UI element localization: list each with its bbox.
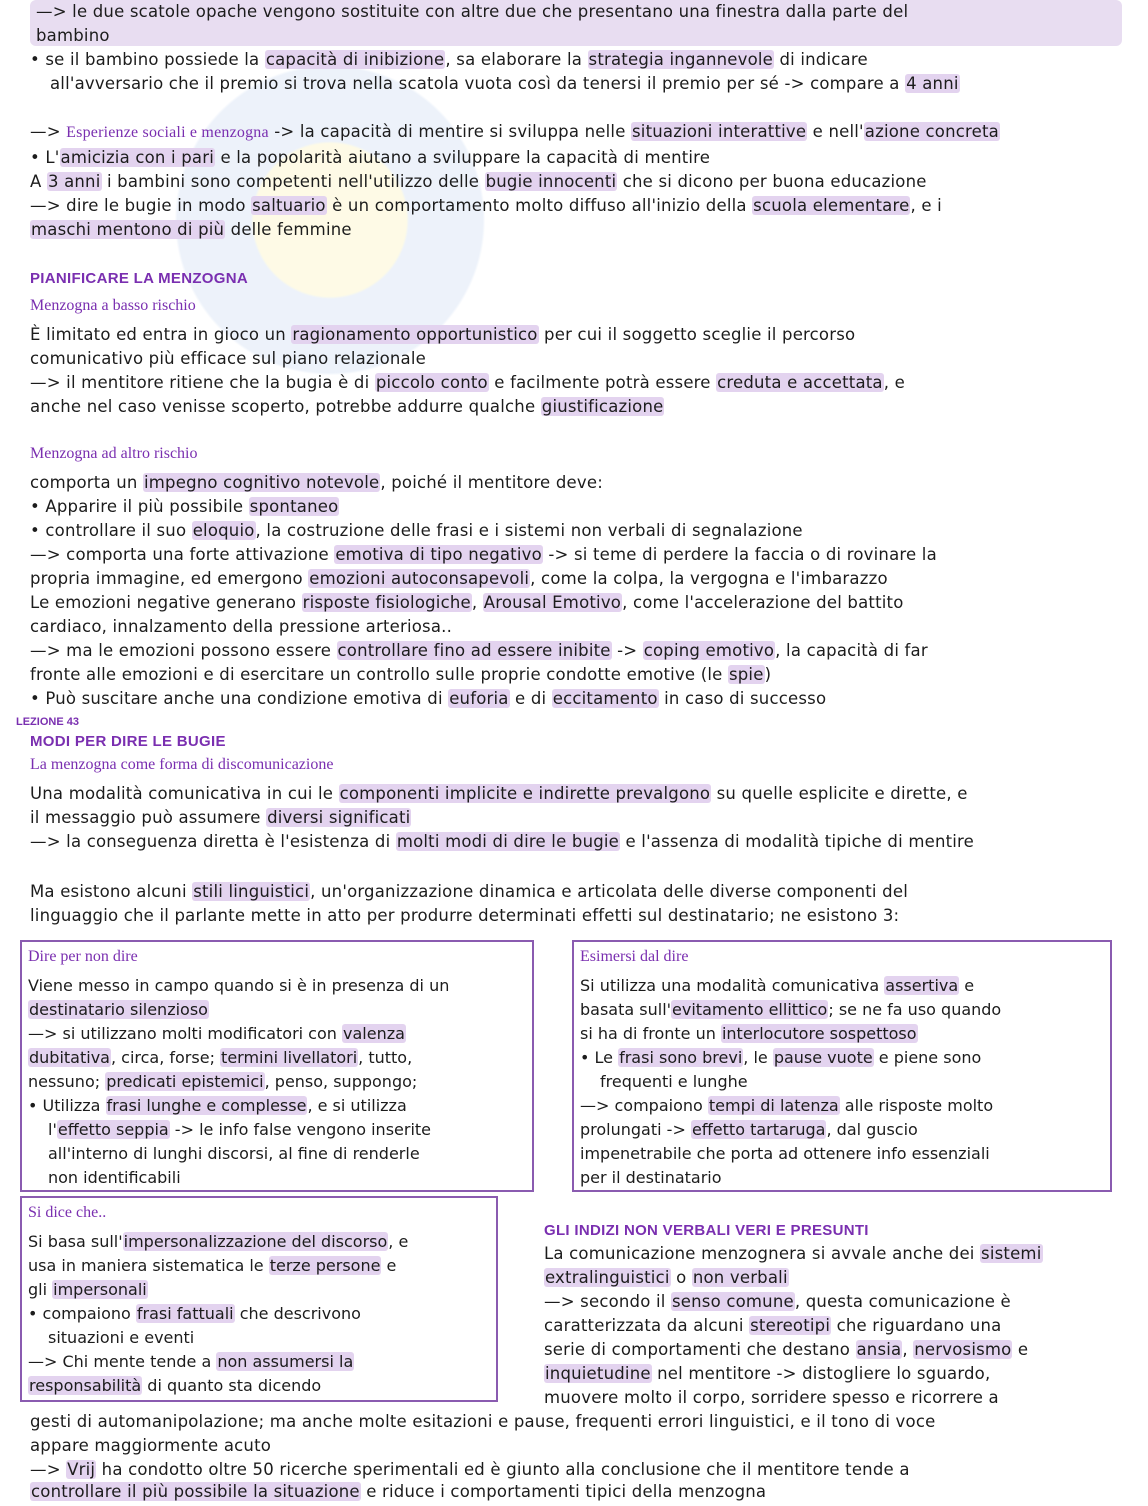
intro-line-4: all'avversario che il premio si trova nella scatola vuota così da tenersi il premio per sé -> compare a 4 anni [50,74,959,93]
high-risk-title: Menzogna ad altro rischio [30,445,198,462]
box2-line-4: • Le frasi sono brevi, le pause vuote e piene sono [580,1048,982,1067]
social-line-5: maschi mentono di più delle femmine [31,220,352,239]
social-line-1: —> Esperienze sociali e menzogna -> la capacità di mentire si sviluppa nelle situazioni interattive e nell'azione concreta [30,122,999,141]
social-line-3: A 3 anni i bambini sono competenti nell'utilizzo delle bugie innocenti che si dicono per buona educazione [30,172,927,191]
box3-title: Si dice che.. [28,1204,107,1221]
box3-line-4: • compaiono frasi fattuali che descrivono [28,1304,361,1323]
intro-highlight-block [30,0,1122,46]
nonverbal-line-8: gesti di automanipolazione; ma anche molte esitazioni e pause, frequenti errori linguistici, e il tono di voce [30,1412,936,1431]
box1-line-3: —> si utilizzano molti modificatori con valenza [28,1024,405,1043]
high-line-4: —> comporta una forte attivazione emotiva di tipo negativo -> si teme di perdere la faccia o di rovinare la [30,545,937,564]
lesson-line-1: Una modalità comunicativa in cui le componenti implicite e indirette prevalgono su quelle esplicite e dirette, e [30,784,968,803]
box-dire-per-non-dire [20,940,534,1192]
nonverbal-line-6: inquietudine nel mentitore -> distogliere lo sguardo, [545,1364,991,1383]
box2-line-2: basata sull'evitamento ellittico; se ne fa uso quando [580,1000,1002,1019]
box2-line-6: —> compaiono tempi di latenza alle risposte molto [580,1096,994,1115]
social-line-4: —> dire le bugie in modo saltuario è un comportamento molto diffuso all'inizio della scuola elementare, e i [30,196,942,215]
high-line-3: • controllare il suo eloquio, la costruzione delle frasi e i sistemi non verbali di segnalazione [30,521,803,540]
nonverbal-line-7: muovere molto il corpo, sorridere spesso e ricorrere a [544,1388,999,1407]
nonverbal-line-5: serie di comportamenti che destano ansia, nervosismo e [544,1340,1029,1359]
high-line-10: • Può suscitare anche una condizione emotiva di euforia e di eccitamento in caso di successo [30,689,827,708]
nonverbal-line-10: —> Vrij ha condotto oltre 50 ricerche sperimentali ed è giunto alla conclusione che il mentitore tende a [30,1460,910,1479]
box1-line-5: nessuno; predicati epistemici, penso, suppongo; [28,1072,418,1091]
high-line-9: fronte alle emozioni e di esercitare un controllo sulle proprie condotte emotive (le spie) [30,665,772,684]
plan-heading: PIANIFICARE LA MENZOGNA [30,270,249,287]
box1-line-9: non identificabili [48,1168,181,1187]
lesson-line-2: il messaggio può assumere diversi significati [30,808,411,827]
box1-line-4: dubitativa, circa, forse; termini livellatori, tutto, [29,1048,413,1067]
lesson-heading: MODI PER DIRE LE BUGIE [30,733,226,750]
low-line-4: anche nel caso venisse scoperto, potrebbe addurre qualche giustificazione [30,397,664,416]
box-si-dice-che [20,1196,498,1402]
box2-line-3: si ha di fronte un interlocutore sospettoso [580,1024,917,1043]
box1-line-1: Viene messo in campo quando si è in presenza di un [28,976,450,995]
box1-title: Dire per non dire [28,948,138,965]
box2-line-9: per il destinatario [580,1168,722,1187]
nonverbal-line-4: caratterizzata da alcuni stereotipi che riguardano una [544,1316,1002,1335]
lesson-label: LEZIONE 43 [16,716,79,728]
nonverbal-line-2: extralinguistici o non verbali [545,1268,788,1287]
box2-line-8: impenetrabile che porta ad ottenere info essenziali [580,1144,990,1163]
box3-line-7: responsabilità di quanto sta dicendo [29,1376,322,1395]
box3-line-3: gli impersonali [28,1280,147,1299]
high-line-7: cardiaco, innalzamento della pressione arteriosa.. [30,617,453,636]
box1-line-6: • Utilizza frasi lunghe e complesse, e si utilizza [28,1096,407,1115]
high-line-1: comporta un impegno cognitivo notevole, poiché il mentitore deve: [30,473,603,492]
box3-line-1: Si basa sull'impersonalizzazione del discorso, e [28,1232,409,1251]
high-line-5: propria immagine, ed emergono emozioni autoconsapevoli, come la colpa, la vergogna e l'imbarazzo [30,569,888,588]
box3-line-2: usa in maniera sistematica le terze persone e [28,1256,397,1275]
intro-line-3: • se il bambino possiede la capacità di inibizione, sa elaborare la strategia ingannevole di indicare [30,50,868,69]
high-line-6: Le emozioni negative generano risposte fisiologiche, Arousal Emotivo, come l'accelerazione del battito [30,593,904,612]
lesson-line-4: Ma esistono alcuni stili linguistici, un'organizzazione dinamica e articolata delle diverse componenti del [30,882,908,901]
intro-line-1: —> le due scatole opache vengono sostituite con altre due che presentano una finestra dalla parte del [36,2,909,21]
box3-line-6: —> Chi mente tende a non assumersi la [28,1352,354,1371]
intro-line-2: bambino [36,26,110,45]
box2-title: Esimersi dal dire [580,948,689,965]
box-esimersi-dal-dire [572,940,1112,1192]
box1-line-7: l'effetto seppia -> le info false vengono inserite [48,1120,432,1139]
nonverbal-line-1: La comunicazione menzognera si avvale anche dei sistemi [544,1244,1042,1263]
nonverbal-line-9: appare maggiormente acuto [30,1436,272,1455]
low-risk-title: Menzogna a basso rischio [30,297,196,314]
low-line-3: —> il mentitore ritiene che la bugia è di piccolo conto e facilmente potrà essere creduta e accettata, e [30,373,905,392]
box2-line-5: frequenti e lunghe [600,1072,748,1091]
high-line-2: • Apparire il più possibile spontaneo [30,497,339,516]
nonverbal-heading: GLI INDIZI NON VERBALI VERI E PRESUNTI [544,1222,869,1239]
nonverbal-line-11: controllare il più possibile la situazione e riduce i comportamenti tipici della menzogna [31,1482,767,1501]
box1-line-8: all'interno di lunghi discorsi, al fine di renderle [48,1144,420,1163]
box1-line-2: destinatario silenzioso [29,1000,208,1019]
low-line-2: comunicativo più efficace sul piano relazionale [30,349,427,368]
box3-line-5: situazioni e eventi [48,1328,195,1347]
box2-line-1: Si utilizza una modalità comunicativa assertiva e [580,976,975,995]
social-line-2: • L'amicizia con i pari e la popolarità aiutano a sviluppare la capacità di mentire [30,148,711,167]
high-line-8: —> ma le emozioni possono essere controllare fino ad essere inibite -> coping emotivo, la capacità di far [30,641,928,660]
lesson-line-5: linguaggio che il parlante mette in atto per produrre determinati effetti sul destinatario; ne esistono 3: [30,906,900,925]
box2-line-7: prolungati -> effetto tartaruga, dal guscio [580,1120,918,1139]
lesson-subtitle: La menzogna come forma di discomunicazione [30,756,334,773]
low-line-1: È limitato ed entra in gioco un ragionamento opportunistico per cui il soggetto sceglie il percorso [30,325,856,344]
nonverbal-line-3: —> secondo il senso comune, questa comunicazione è [544,1292,1011,1311]
lesson-line-3: —> la conseguenza diretta è l'esistenza di molti modi di dire le bugie e l'assenza di modalità tipiche di mentire [30,832,975,851]
